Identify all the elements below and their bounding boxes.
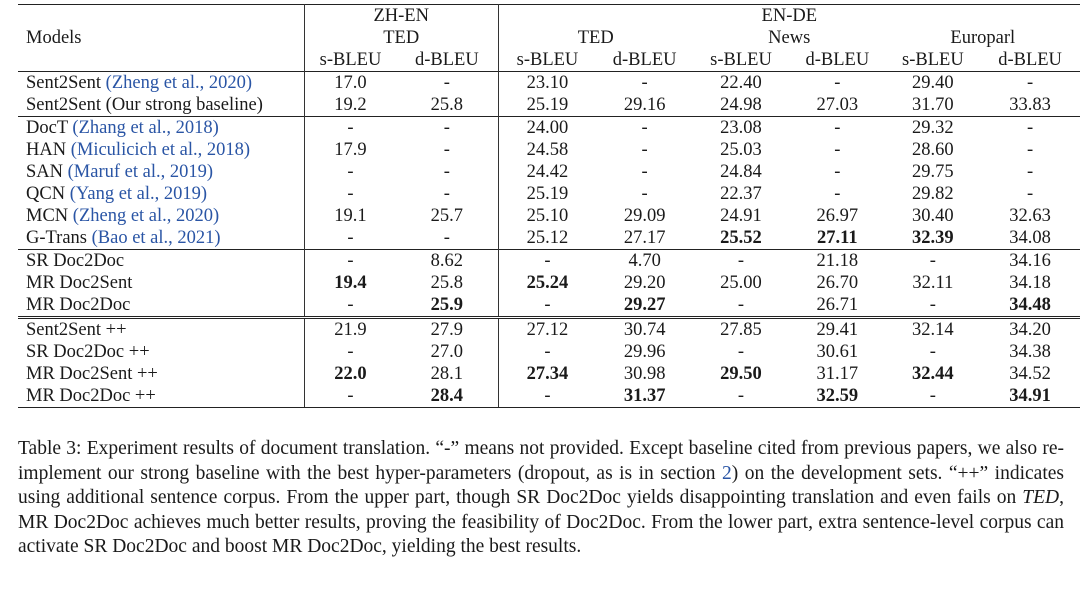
score-cell: 29.75 (912, 162, 954, 182)
table-row (18, 94, 1080, 117)
score-cell: - (347, 342, 354, 362)
table-row (18, 183, 1080, 205)
table-row (18, 318, 1080, 342)
score-cell: 24.58 (526, 140, 569, 160)
score-cell: - (834, 162, 841, 182)
score-cell: 8.62 (396, 250, 498, 273)
model-name: Sent2Sent ++ (26, 320, 127, 340)
score-cell: - (886, 385, 981, 408)
score-cell: 4.70 (596, 250, 693, 273)
table-caption: Table 3: Experiment results of document translation. “-” means not provided. Except baseline cited from previous papers, we also re-implement our strong baseline with the best hyper-parameters (dropout, as is in section 2) on the development sets. “++” indicates using additional sentence corpus. From the upper part, though SR Doc2Doc yields disappointing translation and even fails on TED, MR Doc2Doc achieves much better results, proving the feasibility of Doc2Doc. From the lower part, extra sentence-level corpus can activate SR Doc2Doc and boost MR Doc2Doc, yielding the best results. (18, 438, 1064, 557)
score-cell: 25.8 (396, 272, 498, 294)
score-cell: 29.27 (623, 295, 666, 315)
score-cell: 23.10 (498, 72, 596, 95)
section-link[interactable]: 2 (722, 462, 732, 484)
model-cell (18, 94, 304, 117)
score-cell: 29.96 (623, 342, 666, 362)
score-cell: 32.63 (1009, 206, 1051, 226)
score-cell: 24.00 (498, 117, 596, 140)
score-cell: - (304, 250, 396, 273)
col-header-dbleu: d-BLEU (805, 50, 870, 70)
score-cell: - (347, 184, 354, 204)
score-cell: 25.12 (526, 228, 569, 248)
score-cell: 32.39 (912, 228, 954, 248)
model-name: MR Doc2Doc ++ (26, 386, 156, 406)
score-cell: 32.14 (886, 318, 981, 342)
score-cell: 30.74 (596, 318, 693, 342)
score-cell: - (641, 162, 648, 182)
score-cell: - (834, 140, 841, 160)
citation-link[interactable]: (Yang et al., 2019) (69, 184, 208, 204)
score-cell: 28.4 (396, 385, 498, 408)
model-cell (18, 272, 304, 294)
score-cell: 25.52 (720, 228, 762, 248)
score-cell: - (396, 72, 498, 95)
model-cell (18, 318, 304, 342)
score-cell: 27.0 (396, 341, 498, 363)
score-cell: - (789, 117, 886, 140)
model-cell (18, 205, 304, 227)
score-cell: 24.91 (720, 206, 762, 226)
score-cell: 34.48 (1009, 295, 1051, 315)
table-row (18, 341, 1080, 363)
score-cell: 32.11 (912, 273, 954, 293)
score-cell: 29.82 (912, 184, 954, 204)
model-name: SAN (26, 162, 64, 182)
table-row (18, 272, 1080, 294)
score-cell: 28.60 (912, 140, 954, 160)
models-header: Models (18, 5, 304, 72)
score-cell: 29.50 (720, 364, 762, 384)
score-cell: 29.09 (623, 206, 666, 226)
score-cell: - (304, 385, 396, 408)
score-cell: 34.18 (1009, 273, 1051, 293)
model-name: QCN (26, 184, 66, 204)
score-cell: 27.85 (693, 318, 789, 342)
score-cell: - (347, 295, 354, 315)
citation-link[interactable]: (Zhang et al., 2018) (72, 118, 219, 138)
table-row (18, 139, 1080, 161)
score-cell: 29.32 (886, 117, 981, 140)
score-cell: 30.98 (623, 364, 666, 384)
score-cell: - (980, 72, 1080, 95)
score-cell: 31.17 (816, 364, 859, 384)
score-cell: - (498, 385, 596, 408)
score-cell: 27.11 (817, 228, 858, 248)
table-row (18, 72, 1080, 95)
table-row (18, 294, 1080, 318)
model-cell (18, 72, 304, 95)
model-name: MCN (26, 206, 69, 226)
ted-emphasis: TED (1022, 487, 1060, 508)
model-cell (18, 117, 304, 140)
score-cell: 21.18 (789, 250, 886, 273)
score-cell: 34.20 (980, 318, 1080, 342)
score-cell: 27.9 (396, 318, 498, 342)
score-cell: - (737, 342, 745, 362)
table-row (18, 385, 1080, 408)
col-header-dbleu: d-BLEU (998, 50, 1062, 70)
model-name: DocT (26, 118, 68, 138)
score-cell: 25.03 (720, 140, 762, 160)
score-cell: 29.16 (623, 95, 666, 115)
score-cell: 24.42 (526, 162, 569, 182)
score-cell: - (1026, 184, 1034, 204)
score-cell: 32.44 (912, 364, 954, 384)
score-cell: 34.38 (1009, 342, 1051, 362)
citation-link[interactable]: (Maruf et al., 2019) (67, 162, 214, 182)
score-cell: - (498, 250, 596, 273)
col-header-dbleu: d-BLEU (612, 50, 677, 70)
col-header-sbleu: s-BLEU (516, 50, 579, 70)
score-cell: - (396, 117, 498, 140)
score-cell: - (1026, 140, 1034, 160)
model-cell (18, 139, 304, 161)
score-cell: 22.0 (334, 364, 367, 384)
score-cell: 22.37 (720, 184, 762, 204)
score-cell: 27.34 (526, 364, 569, 384)
score-cell: - (396, 161, 498, 183)
score-cell: - (834, 184, 841, 204)
score-cell: 19.2 (334, 95, 367, 115)
model-name: Sent2Sent (Our strong baseline) (26, 95, 263, 115)
score-cell: 31.70 (912, 95, 954, 115)
table-row (18, 363, 1080, 385)
model-name: MR Doc2Doc (26, 295, 131, 315)
score-cell: 34.91 (980, 385, 1080, 408)
model-name: HAN (26, 140, 67, 160)
score-cell: 25.10 (526, 206, 569, 226)
score-cell: 32.59 (789, 385, 886, 408)
model-cell (18, 294, 304, 318)
score-cell: 27.12 (498, 318, 596, 342)
score-cell: - (693, 250, 789, 273)
score-cell: 25.00 (720, 273, 762, 293)
score-cell: 19.1 (334, 206, 367, 226)
score-cell: 26.97 (816, 206, 859, 226)
score-cell: 29.41 (789, 318, 886, 342)
score-cell: 25.19 (526, 184, 569, 204)
col-header-dbleu: d-BLEU (396, 49, 498, 72)
model-name: G-Trans (26, 228, 87, 248)
score-cell: 21.9 (304, 318, 396, 342)
score-cell: - (396, 139, 498, 161)
score-cell: - (789, 72, 886, 95)
score-cell: - (396, 227, 498, 250)
model-cell (18, 385, 304, 408)
score-cell: 19.4 (334, 273, 367, 293)
score-cell: 30.61 (816, 342, 859, 362)
model-cell (18, 161, 304, 183)
score-cell: 31.37 (596, 385, 693, 408)
table-row (18, 227, 1080, 250)
model-name: Sent2Sent (26, 73, 102, 93)
score-cell: - (1026, 162, 1034, 182)
results-table (18, 4, 1080, 408)
score-cell: 29.20 (623, 273, 666, 293)
score-cell: - (641, 140, 648, 160)
europarl-header: Europarl (950, 28, 1016, 48)
model-name: MR Doc2Sent (26, 273, 133, 293)
score-cell: 34.16 (980, 250, 1080, 273)
score-cell: 25.19 (526, 95, 569, 115)
score-cell: 25.24 (526, 273, 569, 293)
col-header-sbleu: s-BLEU (319, 50, 382, 70)
score-cell: 25.9 (396, 294, 498, 318)
citation-link[interactable]: (Zheng et al., 2020) (72, 206, 220, 226)
header-row-1 (18, 5, 1080, 28)
score-cell: - (396, 183, 498, 205)
score-cell: - (544, 342, 551, 362)
en-de-header: EN-DE (498, 5, 1080, 28)
score-cell: - (347, 228, 354, 248)
col-header-sbleu: s-BLEU (902, 50, 964, 70)
score-cell: 34.08 (1009, 228, 1051, 248)
citation-link[interactable]: (Miculicich et al., 2018) (70, 140, 251, 160)
model-name: SR Doc2Doc ++ (26, 342, 150, 362)
score-cell: 27.03 (816, 95, 859, 115)
score-cell: 24.98 (720, 95, 762, 115)
score-cell: - (641, 184, 648, 204)
score-cell: 29.40 (886, 72, 981, 95)
score-cell: - (929, 295, 936, 315)
score-cell: - (737, 295, 745, 315)
score-cell: 17.9 (334, 140, 367, 160)
ted-de-header: TED (577, 28, 614, 48)
model-cell (18, 250, 304, 273)
col-header-sbleu: s-BLEU (710, 50, 772, 70)
score-cell: - (304, 117, 396, 140)
score-cell: - (596, 72, 693, 95)
model-cell (18, 341, 304, 363)
score-cell: 30.40 (912, 206, 954, 226)
citation-link[interactable]: (Bao et al., 2021) (91, 228, 221, 248)
score-cell: 28.1 (396, 363, 498, 385)
score-cell: 26.71 (816, 295, 859, 315)
score-cell: 33.83 (1009, 95, 1051, 115)
score-cell: - (929, 342, 936, 362)
score-cell: 25.7 (396, 205, 498, 227)
score-cell: 26.70 (816, 273, 859, 293)
score-cell: - (544, 295, 551, 315)
score-cell: 25.8 (396, 94, 498, 117)
score-cell: 22.40 (693, 72, 789, 95)
model-cell (18, 363, 304, 385)
score-cell: 17.0 (304, 72, 396, 95)
score-cell: 34.52 (1009, 364, 1051, 384)
news-header: News (768, 28, 811, 48)
table-row (18, 161, 1080, 183)
table-row (18, 205, 1080, 227)
score-cell: - (347, 162, 354, 182)
score-cell: 27.17 (623, 228, 666, 248)
model-cell (18, 227, 304, 250)
score-cell: - (980, 117, 1080, 140)
model-name: MR Doc2Sent ++ (26, 364, 158, 384)
score-cell: - (886, 250, 981, 273)
citation-link[interactable]: (Zheng et al., 2020) (105, 73, 253, 93)
model-name: SR Doc2Doc (26, 251, 125, 271)
table-row (18, 117, 1080, 140)
table-row (18, 250, 1080, 273)
score-cell: - (596, 117, 693, 140)
score-cell: - (693, 385, 789, 408)
score-cell: 23.08 (693, 117, 789, 140)
model-cell (18, 183, 304, 205)
ted-zh-header: TED (304, 27, 498, 49)
zh-en-header: ZH-EN (304, 5, 498, 28)
score-cell: 24.84 (720, 162, 762, 182)
